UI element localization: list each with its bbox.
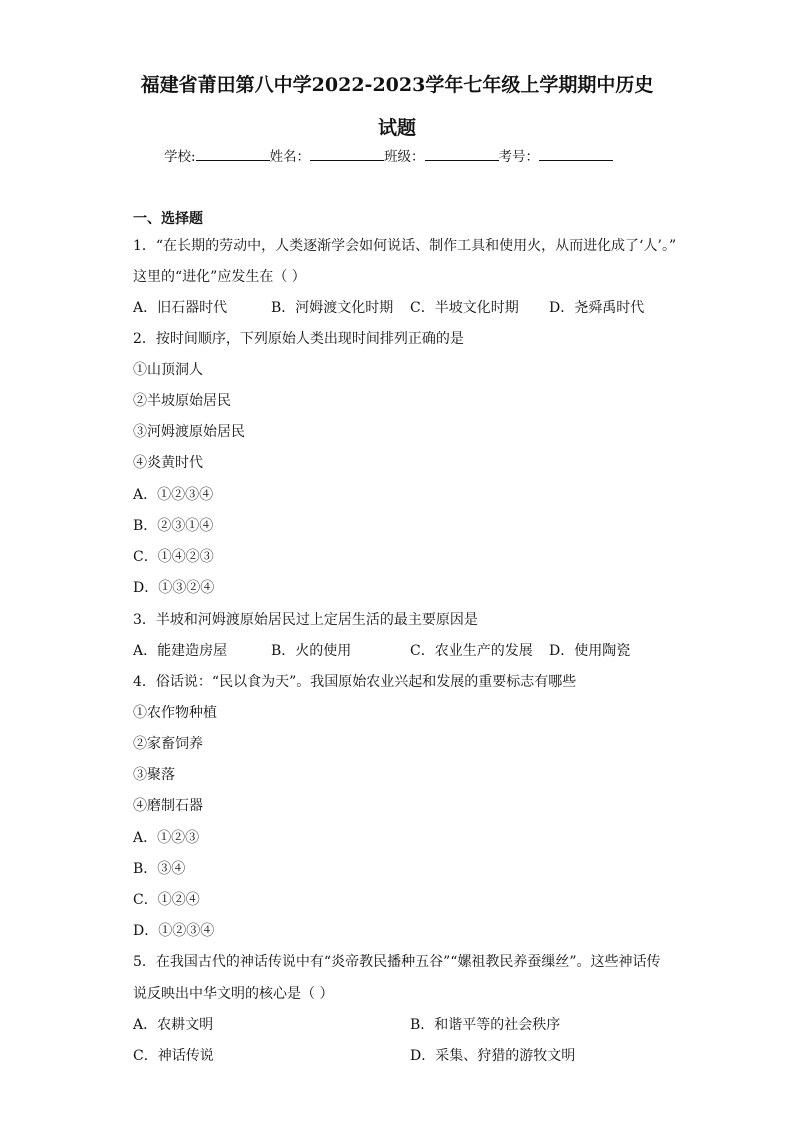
q3-stem: 3．半坡和河姆渡原始居民过上定居生活的最主要原因是 [133,612,478,628]
student-info-row [164,145,613,165]
q1-option-c: C．半坡文化时期 [410,300,519,316]
q4-option-a: A．①②③ [133,830,200,846]
name-label: 姓名： [269,149,311,165]
q4-item-4: ④磨制石器 [133,798,203,814]
q3-option-b: B．火的使用 [271,643,352,659]
q1-option-b: B．河姆渡文化时期 [271,300,394,316]
q1-stem-line1: 1．“在长期的劳动中，人类逐渐学会如何说话、制作工具和使用火，从而进化成了‘人’。” [133,238,677,254]
q4-stem: 4．俗话说：“民以食为天”。我国原始农业兴起和发展的重要标志有哪些 [133,674,577,690]
q1-option-a: A．旧石器时代 [133,300,228,316]
exam-number-blank [539,148,613,161]
q3-option-a: A．能建造房屋 [133,643,228,659]
q4-option-b: B．③④ [133,861,186,877]
q2-item-3: ③河姆渡原始居民 [133,424,245,440]
class-blank [425,148,499,161]
q1-stem-line2: 这里的“进化”应发生在（ ） [133,269,306,285]
q4-option-d: D．①②③④ [133,923,215,939]
q2-item-4: ④炎黄时代 [133,455,203,471]
q4-item-1: ①农作物种植 [133,705,217,721]
q3-option-d: D．使用陶瓷 [549,643,631,659]
q2-stem: 2．按时间顺序，下列原始人类出现时间排列正确的是 [133,331,464,347]
q5-option-d: D．采集、狩猎的游牧文明 [410,1048,576,1064]
exam-title-line1: 福建省莆田第八中学2022-2023学年七年级上学期期中历史 [140,74,654,96]
school-label: 学校: [164,149,196,165]
q5-stem-line2: 说反映出中华文明的核心是（ ） [133,986,334,1002]
q5-option-c: C．神话传说 [133,1048,214,1064]
q2-option-d: D．①③②④ [133,580,215,596]
exam-number-label: 考号： [498,149,540,165]
q4-item-3: ③聚落 [133,767,175,783]
q2-item-2: ②半坡原始居民 [133,393,231,409]
exam-title-line2: 试题 [377,117,416,139]
section-title: 一、选择题 [133,211,203,227]
class-label: 班级： [384,149,425,165]
name-blank [310,148,384,161]
school-blank [196,148,270,161]
q2-option-c: C．①④②③ [133,549,214,565]
q1-option-d: D．尧舜禹时代 [549,300,645,316]
q2-option-a: A．①②③④ [133,487,214,503]
q2-option-b: B．②③①④ [133,518,214,534]
q5-option-a: A．农耕文明 [133,1017,214,1033]
q2-item-1: ①山顶洞人 [133,362,203,378]
q5-stem-line1: 5．在我国古代的神话传说中有“炎帝教民播种五谷”“嫘祖教民养蚕缫丝”。这些神话传 [133,954,661,970]
q4-option-c: C．①②④ [133,892,200,908]
q3-option-c: C．农业生产的发展 [410,643,533,659]
q4-item-2: ②家畜饲养 [133,736,203,752]
q5-option-b: B．和谐平等的社会秩序 [410,1017,561,1033]
